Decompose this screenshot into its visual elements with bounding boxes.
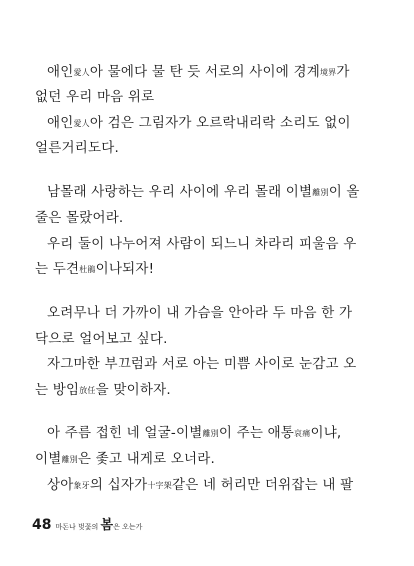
running-head [55, 514, 142, 533]
poem-line: 얼른거리도다. [35, 140, 119, 156]
running-head-highlight: 봄 [100, 518, 114, 533]
page-footer [32, 514, 142, 540]
poem-line: 없던 우리 마음 위로 [35, 89, 155, 105]
poem-line: 닥으로 얼어보고 싶다. [35, 331, 168, 347]
poem-line: 우리 둘이 나누어져 사람이 되느니 차라리 피울음 우 [47, 236, 357, 252]
poem-line: 오려무나 더 가까이 내 가슴을 안아라 두 마음 한 가 [47, 305, 353, 321]
page-number: 48 [32, 517, 52, 533]
poem-line: 남몰래 사랑하는 우리 사이에 우리 몰래 이별離別이 올 [47, 184, 360, 200]
poem-line: 애인愛人아 검은 그림자가 오르락내리락 소리도 없이 [47, 115, 351, 131]
poem-line: 이별離別은 좇고 내게로 오너라. [35, 451, 216, 467]
poem-line: 는 방임放任을 맞이하자. [35, 382, 171, 398]
poem-line: 상아象牙의 십자가十字架같은 네 허리만 더위잡는 내 팔 [47, 477, 354, 493]
running-head-text: 마돈나 벚꽃의 [55, 523, 101, 531]
poem-line: 줄은 몰랐어라. [35, 210, 124, 226]
poem-line: 는 두견杜鵑이나되자! [35, 261, 155, 277]
running-head-text: 은 오는가 [113, 523, 143, 531]
poem-line: 애인愛人아 물에다 물 탄 듯 서로의 사이에 경계境界가 [47, 64, 350, 80]
poem-line: 자그마한 부끄럼과 서로 아는 미쁨 사이로 눈감고 오 [47, 356, 357, 372]
poem-line: 아 주름 접힌 네 얼굴-이별離別이 주는 애통哀痛이냐, [47, 425, 342, 441]
